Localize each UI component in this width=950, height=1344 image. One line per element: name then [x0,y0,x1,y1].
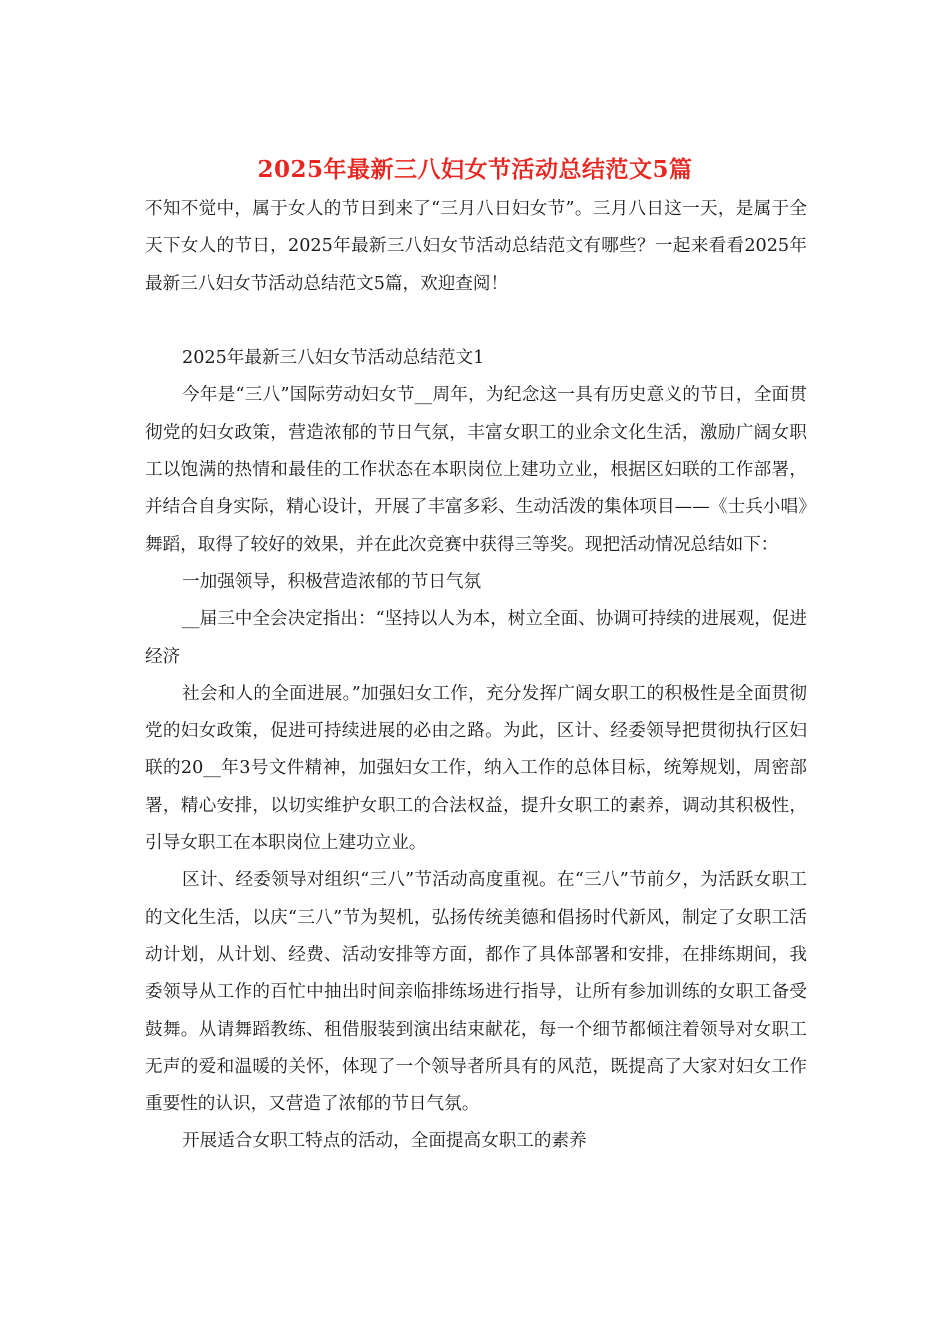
body-paragraph-2: __届三中全会决定指出：“坚持以人为本，树立全面、协调可持续的进展观，促进经济 [145,609,807,667]
document-title: 2025年最新三八妇女节活动总结范文5篇 [257,156,693,183]
body-paragraph-1: 今年是“三八”国际劳动妇女节__周年，为纪念这一具有历史意义的节日，全面贯彻党的妇女政策，营造浓郁的节日气氛，丰富女职工的业余文化生活，激励广阔女职工以饱满的热情和最佳的工作状态在本职岗位上建功立业，根据区妇联的工作部署，并结合自身实际，精心设计，开展了丰富多彩、生动活泼的集体项目——《士兵小唱》舞蹈，取得了较好的效果，并在此次竞赛中获得三等奖。现把活动情况总结如下： [145,385,807,555]
body-paragraph-4: 区计、经委领导对组织“三八”节活动高度重视。在“三八”节前夕，为活跃女职工的文化生活，以庆“三八”节为契机，弘扬传统美德和倡扬时代新风，制定了女职工活动计划，从计划、经费、活动安排等方面，都作了具体部署和安排，在排练期间，我委领导从工作的百忙中抽出时间亲临排练场进行指导，让所有参加训练的女职工备受鼓舞。从请舞蹈教练、租借服装到演出结束献花，每一个细节都倾注着领导对女职工无声的爱和温暖的关怀，体现了一个领导者所具有的风范，既提高了大家对妇女工作重要性的认识，又营造了浓郁的节日气氛。 [145,870,807,1115]
subheading-2: 开展适合女职工特点的活动，全面提高女职工的素养 [182,1131,587,1152]
document-body [145,191,807,1161]
intro-paragraph: 不知不觉中，属于女人的节日到来了“三月八日妇女节”。三月八日这一天，是属于全天下女人的节日，2025年最新三八妇女节活动总结范文有哪些？一起来看看2025年最新三八妇女节活动总结范文5篇，欢迎查阅！ [145,199,807,294]
section-heading: 2025年最新三八妇女节活动总结范文1 [182,348,485,369]
body-paragraph-3: 社会和人的全面进展。”加强妇女工作，充分发挥广阔女职工的积极性是全面贯彻党的妇女政策，促进可持续进展的必由之路。为此，区计、经委领导把贯彻执行区妇联的20__年3号文件精神，加强妇女工作，纳入工作的总体目标，统筹规划，周密部署，精心安排，以切实维护女职工的合法权益，提升女职工的素养，调动其积极性，引导女职工在本职岗位上建功立业。 [145,683,807,854]
blank-line [145,303,807,340]
subheading-1: 一加强领导，积极营造浓郁的节日气氛 [182,571,482,592]
